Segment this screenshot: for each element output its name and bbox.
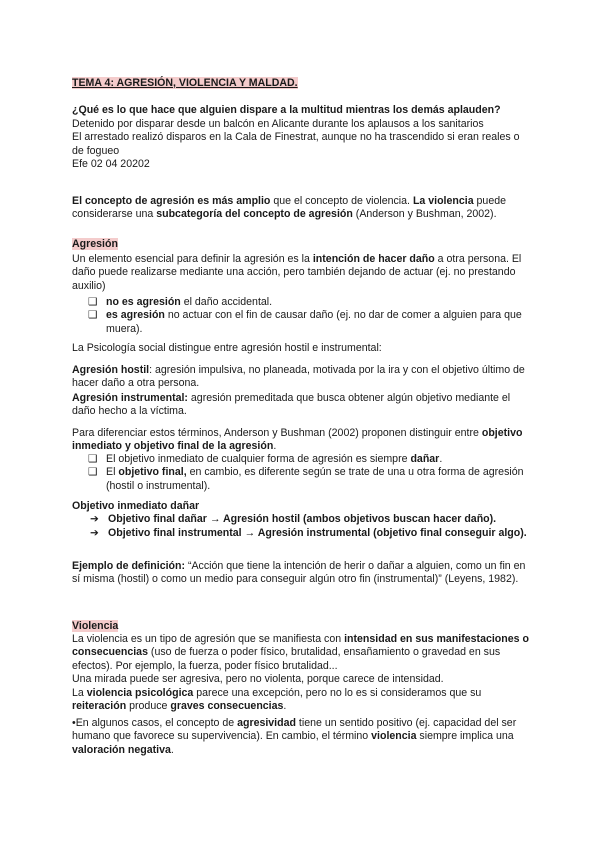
title-block	[72, 77, 530, 90]
v1-text-2: (uso de fuerza o poder físico, brutalidad, ensañamiento o gravedad en sus efectos). Por ejemplo, la fuerza, poder físico brutalidad...	[72, 646, 501, 672]
list-item	[72, 296, 530, 309]
violencia-p2: Una mirada puede ser agresiva, pero no violenta, porque carece de intensidad.	[72, 673, 444, 686]
v4-bold-3: valoración negativa	[72, 743, 171, 756]
arrow-item-text: Objetivo final instrumental → Agresión instrumental (objetivo final conseguir algo).	[108, 526, 527, 539]
news-line: Detenido por disparar desde un balcón en Alicante durante los aplausos a los sanitarios	[72, 118, 484, 130]
bullet-text: no actuar con el fin de causar daño (ej. no dar de comer a alguien para que muera).	[106, 309, 522, 335]
concepto-bold-1: El concepto de agresión es más amplio	[72, 195, 271, 207]
intro-bold: intención de hacer daño	[312, 253, 435, 265]
checkbox-bullet-icon: ❑	[88, 453, 98, 465]
news-line: El arrestado realizó disparos en la Cala de Finestrat, aunque no ha trascendido si eran reales o de fogueo	[72, 131, 520, 157]
arrow-right-icon: ➔	[90, 526, 99, 539]
ejemplo-text: “Acción que tiene la intención de herir o dañar a alguien, como un fin en sí misma (hostil) o como un medio para conseguir algún otro fin (instrumental)” (Leyens, 1982).	[72, 560, 526, 586]
v3-bold-2: reiteración	[72, 700, 127, 713]
list-item	[72, 527, 530, 540]
checkbox-bullet-icon: ❑	[88, 309, 98, 322]
v3-bold: violencia psicológica	[86, 686, 194, 699]
instrumental-definition	[72, 392, 530, 419]
violencia-body	[72, 633, 530, 713]
violencia-p1	[72, 633, 530, 673]
arrow-right-icon: ➔	[90, 513, 99, 526]
psicologia-social-line	[72, 342, 530, 355]
o2-end: en cambio, es diferente según se trate de una u otra forma de agresión (hostil o instrumental).	[106, 466, 524, 492]
instrumental-label: Agresión instrumental:	[72, 392, 188, 404]
list-item	[72, 513, 530, 526]
ejemplo-label: Ejemplo de definición:	[72, 560, 186, 572]
v4-text-3: siempre implica una	[416, 730, 514, 743]
arrow-item-text: Objetivo final dañar → Agresión hostil (ambos objetivos buscan hacer daño).	[108, 513, 497, 526]
agresion-bullets	[72, 296, 530, 336]
concepto-bold-3: subcategoría del concepto de agresión	[156, 208, 353, 221]
bullet-bold: no es agresión	[106, 296, 181, 308]
intro-text-1: Un elemento esencial para definir la agresión es la	[72, 253, 313, 265]
agresion-intro	[72, 253, 530, 293]
violencia-heading: Violencia	[72, 620, 119, 632]
v3-end: .	[283, 700, 287, 713]
agresion-heading-block	[72, 238, 530, 251]
objetivo-inmediato-heading: Objetivo inmediato dañar	[72, 500, 200, 512]
v1-text: La violencia es un tipo de agresión que se manifiesta con	[72, 633, 345, 645]
concepto-text-1: que el concepto de violencia.	[270, 195, 413, 207]
question-text: ¿Qué es lo que hace que alguien dispare a la multitud mientras los demás aplauden?	[72, 104, 501, 116]
news-line: Efe 02 04 20202	[72, 158, 150, 171]
intro-text-2: a otra persona. El daño puede realizarse mediante una acción, pero también dejando de actuar (ej. no prestando auxilio)	[72, 253, 522, 292]
v4-bold: agresividad	[237, 717, 296, 729]
concepto-text-2: puede considerarse una	[72, 195, 506, 221]
list-item	[72, 309, 530, 336]
dif-text-1: Para diferenciar estos términos, Anderson y Bushman (2002) proponen distinguir entre	[72, 427, 482, 439]
instrumental-text: agresión premeditada que busca obtener algún objetivo mediante el daño hecho a la víctima.	[72, 392, 511, 418]
diferenciar-paragraph	[72, 427, 530, 454]
hostil-text: : agresión impulsiva, no planeada, motivada por la ira y con el objetivo último de hacer daño a otra persona.	[72, 364, 525, 390]
o1-text: El objetivo inmediato de cualquier forma de agresión es siempre	[106, 453, 411, 465]
v3-bold-3: graves consecuencias	[170, 700, 284, 713]
document-title: TEMA 4: AGRESIÓN, VIOLENCIA Y MALDAD.	[72, 77, 298, 89]
objetivo-inmediato-block	[72, 500, 530, 540]
v4-end: .	[170, 743, 174, 756]
intro-question	[72, 104, 530, 117]
v4-text-2: tiene un sentido positivo (ej. capacidad del ser humano que favorece su supervivencia). En cambio, el término	[72, 717, 517, 743]
concepto-bold-2: La violencia	[412, 195, 474, 207]
dif-text-2: .	[273, 440, 277, 453]
agresion-heading: Agresión	[72, 238, 118, 250]
v4-bold-2: violencia	[371, 730, 417, 743]
hostil-label: Agresión hostil	[72, 364, 150, 376]
hostil-definition	[72, 364, 530, 391]
o2-bold: objetivo final,	[118, 466, 187, 479]
v3-text-3: produce	[126, 700, 171, 713]
checkbox-bullet-icon: ❑	[88, 296, 98, 308]
dif-bold: objetivo inmediato y objetivo final de la agresión	[72, 427, 523, 453]
objetivos-bullets	[72, 453, 530, 493]
bullet-text: el daño accidental.	[180, 296, 273, 308]
checkbox-bullet-icon: ❑	[88, 466, 98, 479]
v1-bold: intensidad en sus manifestaciones o consecuencias	[72, 633, 529, 659]
list-item	[72, 466, 530, 493]
v3-text-2: parece una excepción, pero no lo es si consideramos que su	[193, 686, 482, 699]
o2-text: El	[106, 466, 119, 479]
bullet-bold: es agresión	[106, 309, 165, 322]
news-block	[72, 118, 530, 172]
agresividad-paragraph	[72, 717, 530, 757]
ejemplo-definicion	[72, 560, 530, 587]
o1-bold: dañar	[410, 453, 440, 465]
list-item	[72, 453, 530, 466]
violencia-p3	[72, 687, 530, 714]
violencia-heading-block	[72, 620, 530, 633]
concepto-text-3: (Anderson y Bushman, 2002).	[352, 208, 497, 221]
v4-text: •En algunos casos, el concepto de	[72, 717, 238, 729]
o1-end: .	[439, 453, 443, 465]
concepto-paragraph	[72, 195, 530, 222]
ps-text: La Psicología social distingue entre agresión hostil e instrumental:	[72, 342, 382, 354]
v3-text: La	[72, 686, 87, 699]
